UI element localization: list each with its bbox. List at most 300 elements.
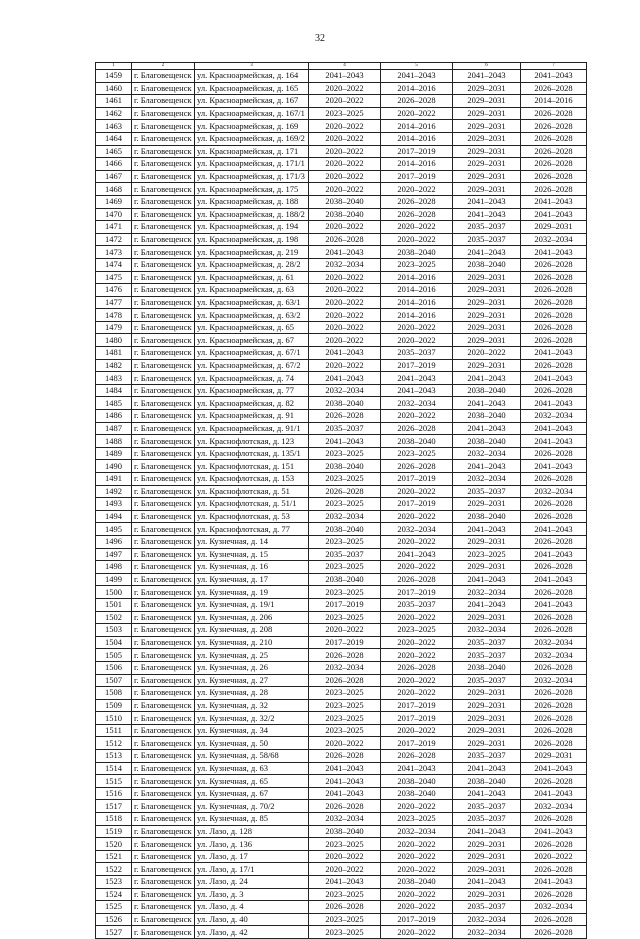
row-number: 1474 — [96, 258, 132, 271]
table-row — [96, 649, 587, 662]
period-cell: 2020–2022 — [381, 535, 453, 548]
table-row — [96, 573, 587, 586]
period-cell: 2017–2019 — [381, 712, 453, 725]
city-cell: г. Благовещенск — [132, 183, 195, 196]
city-cell: г. Благовещенск — [132, 825, 195, 838]
city-cell: г. Благовещенск — [132, 926, 195, 939]
city-cell: г. Благовещенск — [132, 410, 195, 423]
table-row — [96, 611, 587, 624]
period-cell: 2035–2037 — [309, 548, 381, 561]
period-cell: 2026–2028 — [521, 737, 587, 750]
address-cell: ул. Красноармейская, д. 74 — [195, 372, 309, 385]
city-cell: г. Благовещенск — [132, 561, 195, 574]
period-cell: 2026–2028 — [521, 624, 587, 637]
address-cell: ул. Лазо, д. 17 — [195, 850, 309, 863]
row-number: 1508 — [96, 687, 132, 700]
period-cell: 2041–2043 — [453, 195, 521, 208]
period-cell: 2020–2022 — [381, 863, 453, 876]
period-cell: 2023–2025 — [309, 724, 381, 737]
period-cell: 2017–2019 — [381, 586, 453, 599]
period-cell: 2026–2028 — [309, 674, 381, 687]
period-cell: 2020–2022 — [381, 485, 453, 498]
period-cell: 2020–2022 — [381, 687, 453, 700]
table-row — [96, 724, 587, 737]
row-number: 1513 — [96, 750, 132, 763]
column-header: 5 — [381, 63, 453, 70]
city-cell: г. Благовещенск — [132, 334, 195, 347]
period-cell: 2014–2016 — [381, 132, 453, 145]
city-cell: г. Благовещенск — [132, 82, 195, 95]
period-cell: 2038–2040 — [453, 258, 521, 271]
period-cell: 2029–2031 — [453, 498, 521, 511]
address-cell: ул. Красноармейская, д. 169 — [195, 120, 309, 133]
table-row — [96, 460, 587, 473]
address-cell: ул. Красноармейская, д. 175 — [195, 183, 309, 196]
address-cell: ул. Красноармейская, д. 63/2 — [195, 309, 309, 322]
row-number: 1499 — [96, 573, 132, 586]
row-number: 1523 — [96, 876, 132, 889]
period-cell: 2041–2043 — [381, 384, 453, 397]
period-cell: 2026–2028 — [521, 863, 587, 876]
period-cell: 2023–2025 — [309, 561, 381, 574]
address-cell: ул. Лазо, д. 17/1 — [195, 863, 309, 876]
period-cell: 2029–2031 — [453, 699, 521, 712]
period-cell: 2041–2043 — [521, 573, 587, 586]
period-cell: 2020–2022 — [309, 158, 381, 171]
row-number: 1509 — [96, 699, 132, 712]
period-cell: 2041–2043 — [521, 372, 587, 385]
period-cell: 2023–2025 — [381, 624, 453, 637]
table-row — [96, 598, 587, 611]
table-row — [96, 221, 587, 234]
column-header: 4 — [309, 63, 381, 70]
row-number: 1505 — [96, 649, 132, 662]
address-cell: ул. Лазо, д. 24 — [195, 876, 309, 889]
period-cell: 2041–2043 — [521, 787, 587, 800]
period-cell: 2026–2028 — [521, 687, 587, 700]
table-row — [96, 334, 587, 347]
period-cell: 2026–2028 — [521, 498, 587, 511]
period-cell: 2032–2034 — [453, 926, 521, 939]
row-number: 1517 — [96, 800, 132, 813]
period-cell: 2029–2031 — [453, 334, 521, 347]
city-cell: г. Благовещенск — [132, 271, 195, 284]
table-row — [96, 661, 587, 674]
table-row — [96, 321, 587, 334]
address-cell: ул. Красноармейская, д. 63/1 — [195, 296, 309, 309]
period-cell: 2041–2043 — [381, 548, 453, 561]
address-cell: ул. Кузнечная, д. 25 — [195, 649, 309, 662]
city-cell: г. Благовещенск — [132, 535, 195, 548]
city-cell: г. Благовещенск — [132, 195, 195, 208]
period-cell: 2038–2040 — [453, 435, 521, 448]
period-cell: 2041–2043 — [309, 372, 381, 385]
address-cell: ул. Кузнечная, д. 67 — [195, 787, 309, 800]
table-row — [96, 120, 587, 133]
address-cell: ул. Кузнечная, д. 50 — [195, 737, 309, 750]
address-cell: ул. Красноармейская, д. 171 — [195, 145, 309, 158]
table-row — [96, 485, 587, 498]
address-cell: ул. Лазо, д. 40 — [195, 913, 309, 926]
city-cell: г. Благовещенск — [132, 598, 195, 611]
period-cell: 2041–2043 — [309, 762, 381, 775]
address-cell: ул. Кузнечная, д. 32/2 — [195, 712, 309, 725]
period-cell: 2020–2022 — [453, 347, 521, 360]
city-cell: г. Благовещенск — [132, 787, 195, 800]
period-cell: 2029–2031 — [453, 863, 521, 876]
period-cell: 2026–2028 — [521, 586, 587, 599]
row-number: 1461 — [96, 95, 132, 108]
address-cell: ул. Краснофлотская, д. 153 — [195, 473, 309, 486]
period-cell: 2038–2040 — [309, 573, 381, 586]
period-cell: 2020–2022 — [381, 334, 453, 347]
period-cell: 2026–2028 — [521, 183, 587, 196]
city-cell: г. Благовещенск — [132, 107, 195, 120]
address-cell: ул. Красноармейская, д. 219 — [195, 246, 309, 259]
period-cell: 2041–2043 — [453, 70, 521, 83]
address-cell: ул. Красноармейская, д. 91 — [195, 410, 309, 423]
period-cell: 2032–2034 — [521, 233, 587, 246]
period-cell: 2026–2028 — [521, 510, 587, 523]
period-cell: 2032–2034 — [521, 410, 587, 423]
period-cell: 2038–2040 — [453, 410, 521, 423]
column-header: 1 — [96, 63, 132, 70]
table-row — [96, 158, 587, 171]
row-number: 1464 — [96, 132, 132, 145]
address-cell: ул. Кузнечная, д. 34 — [195, 724, 309, 737]
period-cell: 2026–2028 — [309, 649, 381, 662]
period-cell: 2032–2034 — [309, 510, 381, 523]
address-cell: ул. Кузнечная, д. 14 — [195, 535, 309, 548]
period-cell: 2041–2043 — [521, 208, 587, 221]
table-row — [96, 435, 587, 448]
row-number: 1512 — [96, 737, 132, 750]
row-number: 1482 — [96, 359, 132, 372]
address-cell: ул. Кузнечная, д. 16 — [195, 561, 309, 574]
address-cell: ул. Красноармейская, д. 28/2 — [195, 258, 309, 271]
city-cell: г. Благовещенск — [132, 775, 195, 788]
period-cell: 2020–2022 — [381, 321, 453, 334]
row-number: 1462 — [96, 107, 132, 120]
address-cell: ул. Кузнечная, д. 70/2 — [195, 800, 309, 813]
period-cell: 2023–2025 — [309, 838, 381, 851]
address-cell: ул. Красноармейская, д. 67/1 — [195, 347, 309, 360]
row-number: 1467 — [96, 170, 132, 183]
address-cell: ул. Красноармейская, д. 65 — [195, 321, 309, 334]
period-cell: 2041–2043 — [453, 787, 521, 800]
period-cell: 2032–2034 — [453, 473, 521, 486]
row-number: 1487 — [96, 422, 132, 435]
period-cell: 2041–2043 — [453, 372, 521, 385]
period-cell: 2041–2043 — [309, 787, 381, 800]
period-cell: 2020–2022 — [381, 800, 453, 813]
period-cell: 2041–2043 — [521, 762, 587, 775]
city-cell: г. Благовещенск — [132, 523, 195, 536]
row-number: 1501 — [96, 598, 132, 611]
period-cell: 2041–2043 — [453, 573, 521, 586]
row-number: 1496 — [96, 535, 132, 548]
period-cell: 2041–2043 — [309, 876, 381, 889]
period-cell: 2023–2025 — [309, 699, 381, 712]
period-cell: 2035–2037 — [453, 221, 521, 234]
row-number: 1491 — [96, 473, 132, 486]
row-number: 1485 — [96, 397, 132, 410]
city-cell: г. Благовещенск — [132, 221, 195, 234]
period-cell: 2029–2031 — [453, 535, 521, 548]
address-cell: ул. Лазо, д. 3 — [195, 888, 309, 901]
period-cell: 2038–2040 — [309, 208, 381, 221]
address-cell: ул. Краснофлотская, д. 77 — [195, 523, 309, 536]
row-number: 1514 — [96, 762, 132, 775]
period-cell: 2014–2016 — [381, 309, 453, 322]
city-cell: г. Благовещенск — [132, 132, 195, 145]
table-row — [96, 372, 587, 385]
address-cell: ул. Кузнечная, д. 32 — [195, 699, 309, 712]
city-cell: г. Благовещенск — [132, 158, 195, 171]
city-cell: г. Благовещенск — [132, 838, 195, 851]
period-cell: 2038–2040 — [381, 435, 453, 448]
row-number: 1466 — [96, 158, 132, 171]
address-cell: ул. Красноармейская, д. 169/2 — [195, 132, 309, 145]
period-cell: 2041–2043 — [453, 523, 521, 536]
address-cell: ул. Красноармейская, д. 167 — [195, 95, 309, 108]
city-cell: г. Благовещенск — [132, 347, 195, 360]
period-cell: 2041–2043 — [453, 825, 521, 838]
row-number: 1520 — [96, 838, 132, 851]
period-cell: 2026–2028 — [381, 750, 453, 763]
address-cell: ул. Кузнечная, д. 206 — [195, 611, 309, 624]
period-cell: 2026–2028 — [521, 661, 587, 674]
address-cell: ул. Красноармейская, д. 171/1 — [195, 158, 309, 171]
period-cell: 2029–2031 — [521, 750, 587, 763]
row-number: 1498 — [96, 561, 132, 574]
period-cell: 2032–2034 — [521, 800, 587, 813]
period-cell: 2020–2022 — [381, 183, 453, 196]
period-cell: 2038–2040 — [453, 510, 521, 523]
row-number: 1471 — [96, 221, 132, 234]
period-cell: 2026–2028 — [521, 712, 587, 725]
period-cell: 2023–2025 — [309, 888, 381, 901]
period-cell: 2020–2022 — [309, 271, 381, 284]
period-cell: 2032–2034 — [521, 636, 587, 649]
table-row — [96, 510, 587, 523]
period-cell: 2041–2043 — [381, 70, 453, 83]
city-cell: г. Благовещенск — [132, 750, 195, 763]
table-row — [96, 347, 587, 360]
period-cell: 2026–2028 — [521, 473, 587, 486]
period-cell: 2020–2022 — [309, 321, 381, 334]
row-number: 1497 — [96, 548, 132, 561]
period-cell: 2041–2043 — [521, 460, 587, 473]
period-cell: 2026–2028 — [521, 535, 587, 548]
period-cell: 2032–2034 — [309, 661, 381, 674]
address-cell: ул. Кузнечная, д. 210 — [195, 636, 309, 649]
table-row — [96, 473, 587, 486]
period-cell: 2029–2031 — [453, 296, 521, 309]
table-row — [96, 800, 587, 813]
period-cell: 2038–2040 — [453, 384, 521, 397]
address-cell: ул. Красноармейская, д. 82 — [195, 397, 309, 410]
row-number: 1522 — [96, 863, 132, 876]
period-cell: 2029–2031 — [453, 183, 521, 196]
table-row — [96, 284, 587, 297]
period-cell: 2035–2037 — [453, 485, 521, 498]
address-cell: ул. Кузнечная, д. 26 — [195, 661, 309, 674]
period-cell: 2038–2040 — [453, 661, 521, 674]
period-cell: 2020–2022 — [309, 334, 381, 347]
period-cell: 2041–2043 — [453, 598, 521, 611]
period-cell: 2041–2043 — [309, 435, 381, 448]
row-number: 1515 — [96, 775, 132, 788]
period-cell: 2014–2016 — [381, 284, 453, 297]
period-cell: 2023–2025 — [309, 687, 381, 700]
table-row — [96, 888, 587, 901]
address-cell: ул. Кузнечная, д. 65 — [195, 775, 309, 788]
period-cell: 2017–2019 — [381, 359, 453, 372]
period-cell: 2038–2040 — [309, 825, 381, 838]
period-cell: 2041–2043 — [521, 246, 587, 259]
period-cell: 2038–2040 — [309, 460, 381, 473]
period-cell: 2017–2019 — [381, 473, 453, 486]
table-row — [96, 787, 587, 800]
address-cell: ул. Лазо, д. 136 — [195, 838, 309, 851]
period-cell: 2023–2025 — [381, 813, 453, 826]
period-cell: 2026–2028 — [521, 309, 587, 322]
period-cell: 2032–2034 — [521, 901, 587, 914]
city-cell: г. Благовещенск — [132, 485, 195, 498]
city-cell: г. Благовещенск — [132, 447, 195, 460]
period-cell: 2041–2043 — [453, 246, 521, 259]
address-cell: ул. Красноармейская, д. 67/2 — [195, 359, 309, 372]
period-cell: 2038–2040 — [453, 775, 521, 788]
address-cell: ул. Красноармейская, д. 198 — [195, 233, 309, 246]
table-row — [96, 183, 587, 196]
period-cell: 2020–2022 — [309, 221, 381, 234]
table-row — [96, 687, 587, 700]
city-cell: г. Благовещенск — [132, 913, 195, 926]
period-cell: 2041–2043 — [521, 825, 587, 838]
period-cell: 2038–2040 — [381, 876, 453, 889]
address-cell: ул. Красноармейская, д. 61 — [195, 271, 309, 284]
period-cell: 2041–2043 — [309, 246, 381, 259]
row-number: 1489 — [96, 447, 132, 460]
period-cell: 2032–2034 — [309, 258, 381, 271]
address-cell: ул. Красноармейская, д. 91/1 — [195, 422, 309, 435]
city-cell: г. Благовещенск — [132, 498, 195, 511]
period-cell: 2020–2022 — [309, 95, 381, 108]
table-row — [96, 813, 587, 826]
city-cell: г. Благовещенск — [132, 901, 195, 914]
period-cell: 2041–2043 — [453, 876, 521, 889]
city-cell: г. Благовещенск — [132, 145, 195, 158]
row-number: 1469 — [96, 195, 132, 208]
period-cell: 2029–2031 — [453, 850, 521, 863]
period-cell: 2023–2025 — [309, 447, 381, 460]
period-cell: 2020–2022 — [381, 611, 453, 624]
row-number: 1527 — [96, 926, 132, 939]
row-number: 1506 — [96, 661, 132, 674]
period-cell: 2026–2028 — [521, 258, 587, 271]
row-number: 1521 — [96, 850, 132, 863]
period-cell: 2041–2043 — [381, 762, 453, 775]
table-row — [96, 384, 587, 397]
table-row — [96, 586, 587, 599]
period-cell: 2041–2043 — [453, 208, 521, 221]
city-cell: г. Благовещенск — [132, 876, 195, 889]
city-cell: г. Благовещенск — [132, 624, 195, 637]
address-cell: ул. Краснофлотская, д. 123 — [195, 435, 309, 448]
period-cell: 2035–2037 — [381, 347, 453, 360]
table-row — [96, 70, 587, 83]
period-cell: 2029–2031 — [453, 888, 521, 901]
period-cell: 2026–2028 — [309, 901, 381, 914]
period-cell: 2035–2037 — [453, 233, 521, 246]
period-cell: 2041–2043 — [521, 397, 587, 410]
table-row — [96, 397, 587, 410]
table-row — [96, 548, 587, 561]
period-cell: 2038–2040 — [381, 787, 453, 800]
period-cell: 2029–2031 — [453, 724, 521, 737]
address-cell: ул. Лазо, д. 4 — [195, 901, 309, 914]
period-cell: 2026–2028 — [521, 838, 587, 851]
city-cell: г. Благовещенск — [132, 284, 195, 297]
period-cell: 2029–2031 — [453, 82, 521, 95]
period-cell: 2020–2022 — [309, 145, 381, 158]
period-cell: 2026–2028 — [521, 296, 587, 309]
period-cell: 2032–2034 — [521, 485, 587, 498]
table-row — [96, 750, 587, 763]
period-cell: 2014–2016 — [381, 296, 453, 309]
period-cell: 2026–2028 — [521, 926, 587, 939]
period-cell: 2023–2025 — [309, 926, 381, 939]
table-row — [96, 258, 587, 271]
period-cell: 2020–2022 — [309, 863, 381, 876]
period-cell: 2020–2022 — [309, 170, 381, 183]
row-number: 1480 — [96, 334, 132, 347]
period-cell: 2020–2022 — [309, 359, 381, 372]
table-row — [96, 233, 587, 246]
table-row — [96, 825, 587, 838]
city-cell: г. Благовещенск — [132, 258, 195, 271]
period-cell: 2041–2043 — [521, 347, 587, 360]
row-number: 1492 — [96, 485, 132, 498]
table-row — [96, 561, 587, 574]
period-cell: 2029–2031 — [453, 561, 521, 574]
row-number: 1500 — [96, 586, 132, 599]
period-cell: 2020–2022 — [381, 850, 453, 863]
row-number: 1463 — [96, 120, 132, 133]
period-cell: 2020–2022 — [381, 561, 453, 574]
row-number: 1473 — [96, 246, 132, 259]
row-number: 1504 — [96, 636, 132, 649]
period-cell: 2041–2043 — [453, 397, 521, 410]
city-cell: г. Благовещенск — [132, 422, 195, 435]
period-cell: 2023–2025 — [309, 473, 381, 486]
row-number: 1460 — [96, 82, 132, 95]
period-cell: 2041–2043 — [453, 762, 521, 775]
period-cell: 2032–2034 — [453, 586, 521, 599]
city-cell: г. Благовещенск — [132, 863, 195, 876]
address-cell: ул. Кузнечная, д. 15 — [195, 548, 309, 561]
row-number: 1518 — [96, 813, 132, 826]
period-cell: 2029–2031 — [453, 737, 521, 750]
column-header: 7 — [521, 63, 587, 70]
period-cell: 2017–2019 — [381, 699, 453, 712]
period-cell: 2020–2022 — [309, 120, 381, 133]
address-cell: ул. Красноармейская, д. 188 — [195, 195, 309, 208]
address-cell: ул. Красноармейская, д. 188/2 — [195, 208, 309, 221]
period-cell: 2035–2037 — [453, 636, 521, 649]
